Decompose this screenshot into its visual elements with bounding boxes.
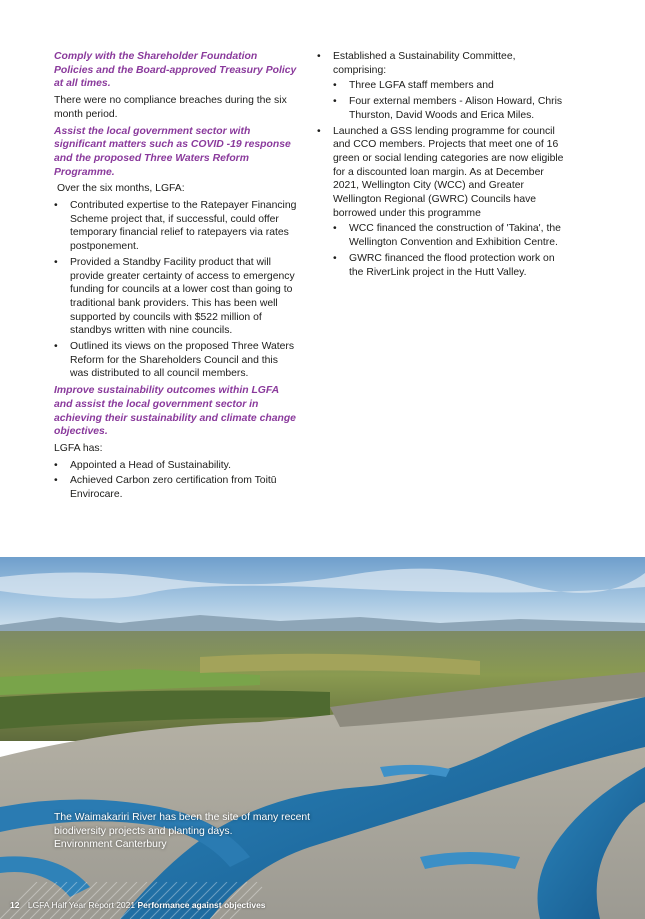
report-title: LGFA Half Year Report 2021 xyxy=(27,900,136,910)
list-item xyxy=(317,50,567,123)
river-photo xyxy=(0,557,645,919)
list-item: • GWRC financed the flood protection work on the RiverLink project in the Hutt Valley. xyxy=(333,252,567,279)
para-over-six-months: Over the six months, LGFA: xyxy=(57,183,185,195)
heading-compliance: Comply with the Shareholder Foundation Policies and the Board-approved Treasury Policy at all times. xyxy=(54,51,297,90)
section-title: Performance against objectives xyxy=(137,900,266,910)
list-item: • Appointed a Head of Sustainability. xyxy=(54,459,298,473)
heading-assist-sector: Assist the local government sector with significant matters such as COVID -19 response and the proposed Three Waters Reform Programme. xyxy=(54,125,291,178)
list-item: • Three LGFA staff members and xyxy=(333,79,567,93)
heading-sustainability: Improve sustainability outcomes within LGFA and assist the local government sector in achieving their sustainability and climate change objectives. xyxy=(54,385,296,438)
list-item: • Outlined its views on the proposed Three Waters Reform for the Shareholders Council and this was distributed to all council members. xyxy=(54,340,298,381)
list-item: • Contributed expertise to the Ratepayer Financing Scheme project that, if successful, could offer temporary financial relief to ratepayers via rates postponement. xyxy=(54,199,298,254)
committee-text: Established a Sustainability Committee, comprising: xyxy=(333,51,516,76)
left-column xyxy=(54,50,298,505)
gss-text: Launched a GSS lending programme for council and CCO members. Projects that meet one of 16 green or social lending categories are now eligible for a discounted loan margin. As at December 2021, Wellington City (WCC) and Greater Wellington Regional (GWRC) Councils have borrowed under this programme xyxy=(333,125,564,219)
photo-caption xyxy=(54,811,314,852)
right-column xyxy=(317,50,567,282)
page-number: 12 xyxy=(10,900,20,910)
list-item: • WCC financed the construction of 'Takina', the Wellington Convention and Exhibition Centre. xyxy=(333,222,567,249)
para-compliance: There were no compliance breaches during the six month period. xyxy=(54,95,287,120)
list-item: • Achieved Carbon zero certification from Toitū Envirocare. xyxy=(54,474,298,501)
list-item xyxy=(317,125,567,280)
caption-credit: Environment Canterbury xyxy=(54,839,167,850)
list-item: • Provided a Standby Facility product that will provide greater certainty of access to emergency funding for councils at a lower cost than going to traditional bank providers. This has been well supported by councils with $522 million of standbys written with nine councils. xyxy=(54,256,298,338)
committee-sublist xyxy=(333,79,567,122)
sustainability-list xyxy=(54,459,298,502)
right-list xyxy=(317,50,567,279)
list-item: • Four external members - Alison Howard, Chris Thurston, David Woods and Erica Miles. xyxy=(333,95,567,122)
caption-text: The Waimakariri River has been the site of many recent biodiversity projects and planting days. xyxy=(54,812,311,837)
para-lgfa-has: LGFA has: xyxy=(54,442,103,454)
assist-sector-list xyxy=(54,199,298,381)
page-footer xyxy=(10,900,266,910)
gss-sublist xyxy=(333,222,567,279)
